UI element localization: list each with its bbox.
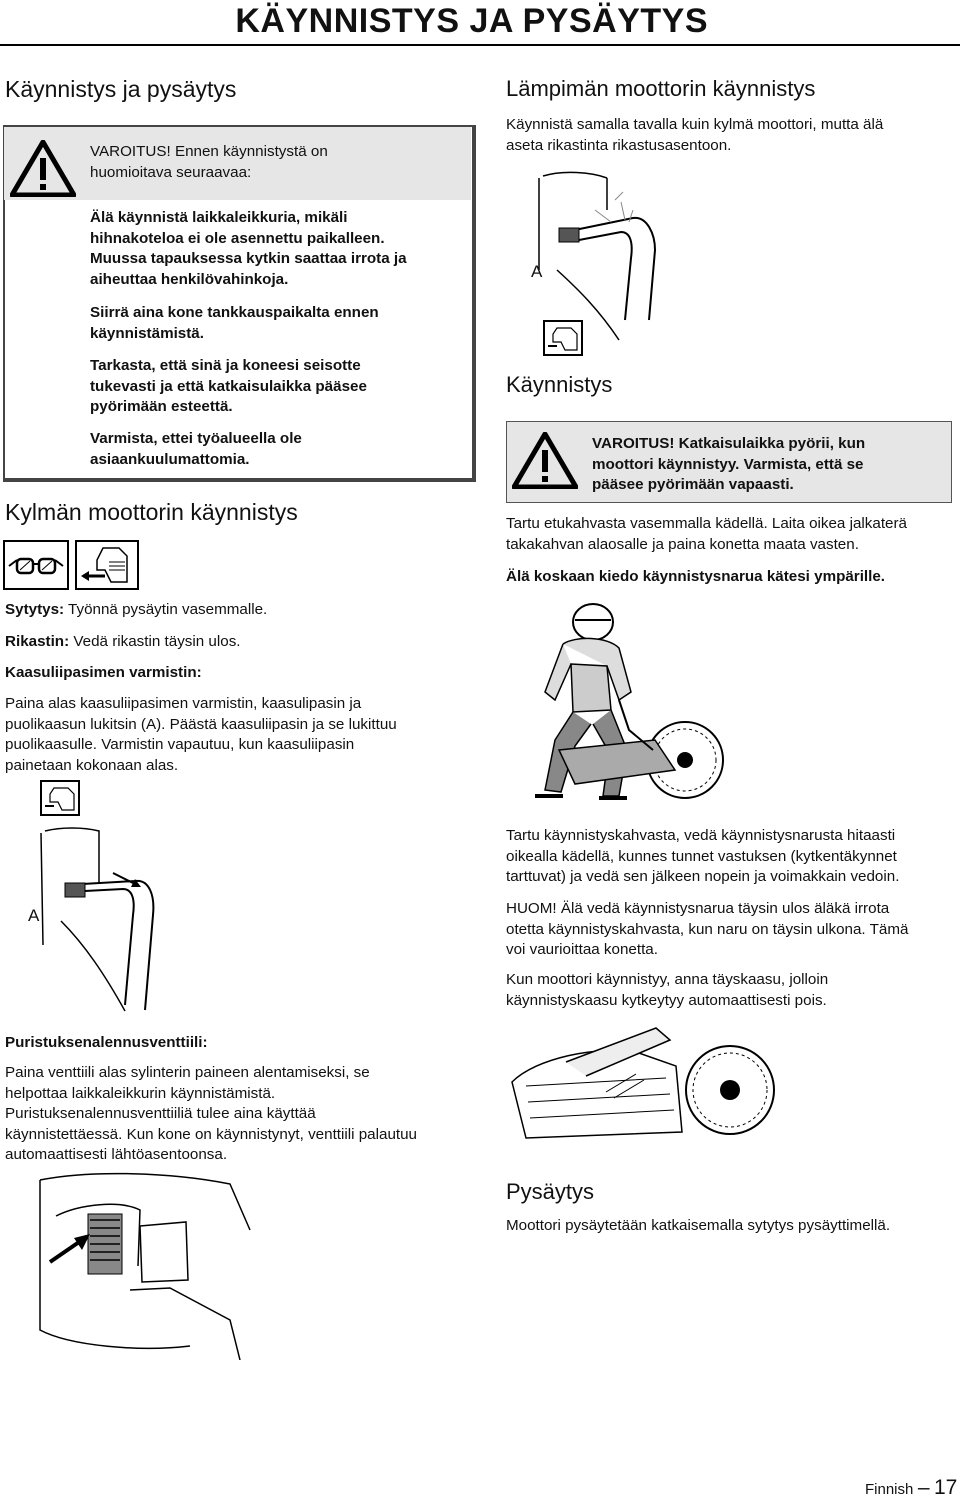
operator-starting-saw-illustration [515, 600, 725, 810]
start-warning-text: VAROITUS! Katkaisulaikka pyörii, kun moottori käynnistyy. Varmista, että se pääsee pyörimään vapaasti. [592, 435, 866, 493]
ignition-instruction: Sytytys: Työnnä pysäytin vasemmalle. [5, 601, 268, 618]
stop-title: Pysäytys [506, 1179, 595, 1204]
note-text: HUOM! Älä vedä käynnistysnarua täysin ulos äläkä irrota otetta käynnistyskahvasta, kun naru on täysin ulkona. Tämä voi vaurioittaa konetta. [506, 900, 909, 958]
title-rule [0, 44, 960, 46]
warning-item-2: Siirrä aina kone tankkauspaikalta ennen käynnistämistä. [90, 304, 379, 342]
warning-item-4: Varmista, ettei työalueella ole asiaankuulumattomia. [90, 430, 302, 468]
footer: Finnish – 17 [865, 1476, 958, 1499]
label-a-right: A [531, 262, 543, 281]
choke-instruction: Rikastin: Vedä rikastin täysin ulos. [5, 633, 241, 650]
page-title: KÄYNNISTYS JA PYSÄYTYS [235, 2, 708, 40]
warm-start-title: Lämpimän moottorin käynnistys [506, 76, 816, 101]
warm-start-text: Käynnistä samalla tavalla kuin kylmä moottori, mutta älä aseta rikastinta rikastusasentoon. [506, 116, 884, 154]
full-throttle-text: Kun moottori käynnistyy, anna täyskaasu, jolloin käynnistyskaasu kytkeytyy automaattisesti pois. [506, 971, 829, 1009]
start-title: Käynnistys [506, 372, 613, 397]
throttle-control-icon-right [543, 320, 583, 356]
warning-triangle-icon [10, 140, 76, 197]
section-title: Käynnistys ja pysäytys [5, 76, 237, 102]
decompression-text: Paina venttiili alas sylinterin paineen alentamiseksi, se helpottaa laikkaleikkurin käynnistämistä. Puristuksenalennusventtiiliä tulee aina käyttää käynnistettäessä. Kun kone on käynnistynyt, venttiili palautuu automaattisesti lähtöasentoonsa. [5, 1064, 417, 1163]
choke-control-icon [75, 540, 139, 590]
pull-text: Tartu käynnistyskahvasta, vedä käynnistysnarusta hitaasti oikealla kädellä, kunnes tunnet vastuksen (kytkentäkynnet tarttuvat) ja vedä sen jälkeen nopein ja voimakkain vedoin. [506, 827, 900, 885]
warning-triangle-icon-right [512, 432, 578, 489]
saw-starter-illustration [506, 1022, 776, 1152]
warning-item-3: Tarkasta, että sinä ja koneesi seisotte tukevasti ja että katkaisulaikka pääsee pyörimään esteettä. [90, 357, 367, 415]
decompression-heading: Puristuksenalennusventtiili: [5, 1034, 208, 1051]
throttle-lock-heading: Kaasuliipasimen varmistin: [5, 664, 202, 681]
half-throttle-illustration [25, 825, 165, 1017]
decompression-valve-illustration [30, 1170, 270, 1360]
throttle-lock-text: Paina alas kaasuliipasimen varmistin, kaasulipasin ja puolikaasun lukitsin (A). Päästä kaasuliipasin ja se lukittuu puolikaasulle. Varmistin vapautuu, kun kaasuliipasin painetaan kokonaan alas. [5, 695, 397, 774]
grip-text: Tartu etukahvasta vasemmalla kädellä. Laita oikea jalkaterä takakahvan alaosalle ja paina konetta maata vasten. [506, 515, 907, 553]
cord-warning: Älä koskaan kiedo käynnistysnarua kätesi ympärille. [506, 568, 886, 585]
cold-start-title: Kylmän moottorin käynnistys [5, 499, 298, 525]
stop-text: Moottori pysäytetään katkaisemalla sytytys pysäyttimellä. [506, 1217, 891, 1234]
label-a-left: A [28, 906, 40, 925]
throttle-control-icon [40, 780, 80, 816]
warning-item-1: Älä käynnistä laikkaleikkuria, mikäli hihnakoteloa ei ole asennettu paikalleen. Muussa tapauksessa kytkin saattaa irrota ja aiheuttaa henkilövahinkoja. [90, 209, 407, 288]
warning-header-text: VAROITUS! Ennen käynnistystä on huomioitava seuraavaa: [90, 143, 328, 181]
safety-glasses-icon [3, 540, 69, 590]
